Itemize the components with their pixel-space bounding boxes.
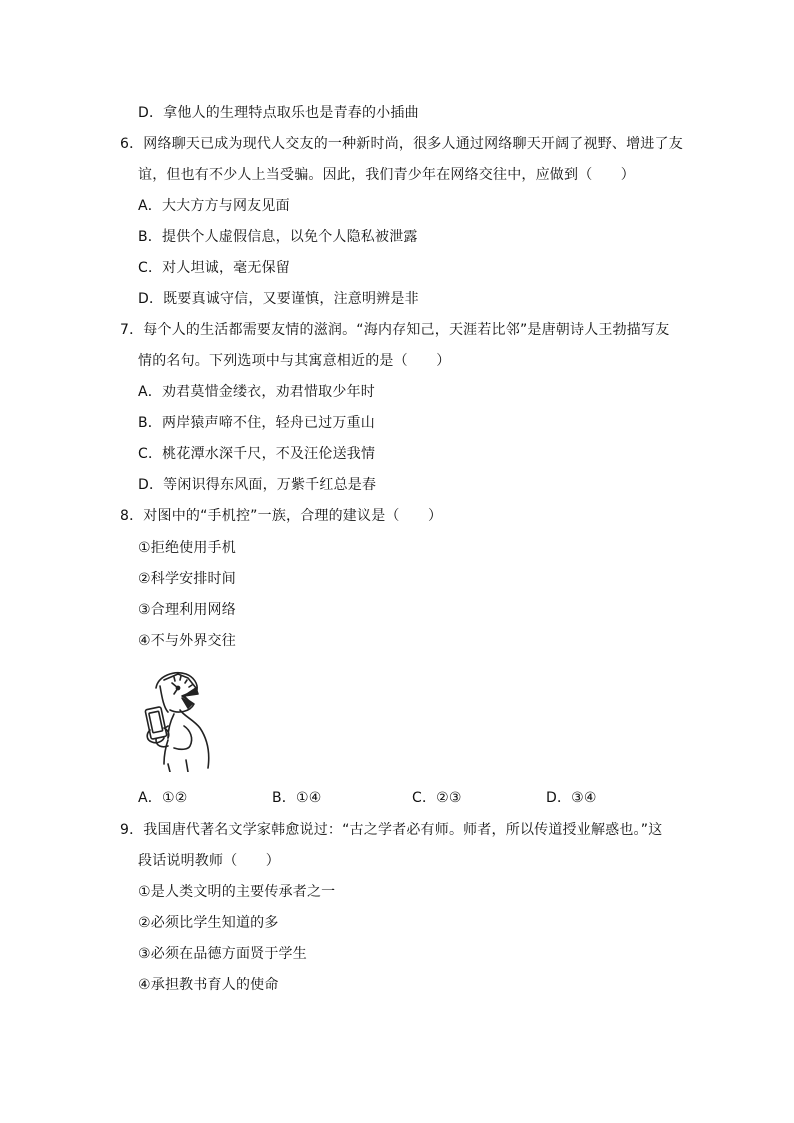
q8-item-1: ①拒绝使用手机 <box>138 540 236 556</box>
q6-stem-line1: 6．网络聊天已成为现代人交友的一种新时尚，很多人通过网络聊天开阔了视野、增进了友 <box>120 136 683 152</box>
q9-item-1: ①是人类文明的主要传承者之一 <box>138 884 336 900</box>
q9-item-3: ③必须在品德方面贤于学生 <box>138 946 307 962</box>
q6-option-c: C．对人坦诚，毫无保留 <box>138 260 290 276</box>
q7-stem-line1: 7．每个人的生活都需要友情的滋润。“海内存知己，天涯若比邻”是唐朝诗人王勃描写友 <box>120 322 670 338</box>
q7-option-c: C．桃花潭水深千尺，不及汪伦送我情 <box>138 446 376 462</box>
q8-answer-a: A．①② <box>138 790 188 806</box>
q6-option-d: D．既要真诚守信，又要谨慎，注意明辨是非 <box>138 291 419 307</box>
q8-answer-d: D．③④ <box>546 790 597 806</box>
q6-stem-line2: 谊，但也有不少人上当受骗。因此，我们青少年在网络交往中，应做到（ ） <box>138 167 635 183</box>
q8-answer-b: B．①④ <box>272 790 322 806</box>
q7-stem-line2: 情的名句。下列选项中与其寓意相近的是（ ） <box>138 353 451 369</box>
q8-answer-c: C．②③ <box>412 790 462 806</box>
q8-item-3: ③合理利用网络 <box>138 602 236 618</box>
q6-option-b: B．提供个人虚假信息，以免个人隐私被泄露 <box>138 229 418 245</box>
q8-item-2: ②科学安排时间 <box>138 571 236 587</box>
q7-option-b: B．两岸猿声啼不住，轻舟已过万重山 <box>138 415 376 431</box>
q7-option-d: D．等闲识得东风面，万紫千红总是春 <box>138 477 377 493</box>
q6-option-a: A．大大方方与网友见面 <box>138 198 290 214</box>
q9-stem-line1: 9．我国唐代著名文学家韩愈说过：“古之学者必有师。师者，所以传道授业解惑也。”这 <box>120 822 663 838</box>
q9-item-2: ②必须比学生知道的多 <box>138 915 279 931</box>
q9-stem-line2: 段话说明教师（ ） <box>138 853 280 869</box>
phone-addict-clock-head-illustration-icon <box>134 668 226 772</box>
q8-item-4: ④不与外界交往 <box>138 633 236 649</box>
q9-item-4: ④承担教书育人的使命 <box>138 977 279 993</box>
q7-option-a: A．劝君莫惜金缕衣，劝君惜取少年时 <box>138 384 375 400</box>
q8-stem: 8．对图中的“手机控”一族，合理的建议是（ ） <box>120 508 443 524</box>
previous-question-option-d: D．拿他人的生理特点取乐也是青春的小插曲 <box>138 105 419 121</box>
